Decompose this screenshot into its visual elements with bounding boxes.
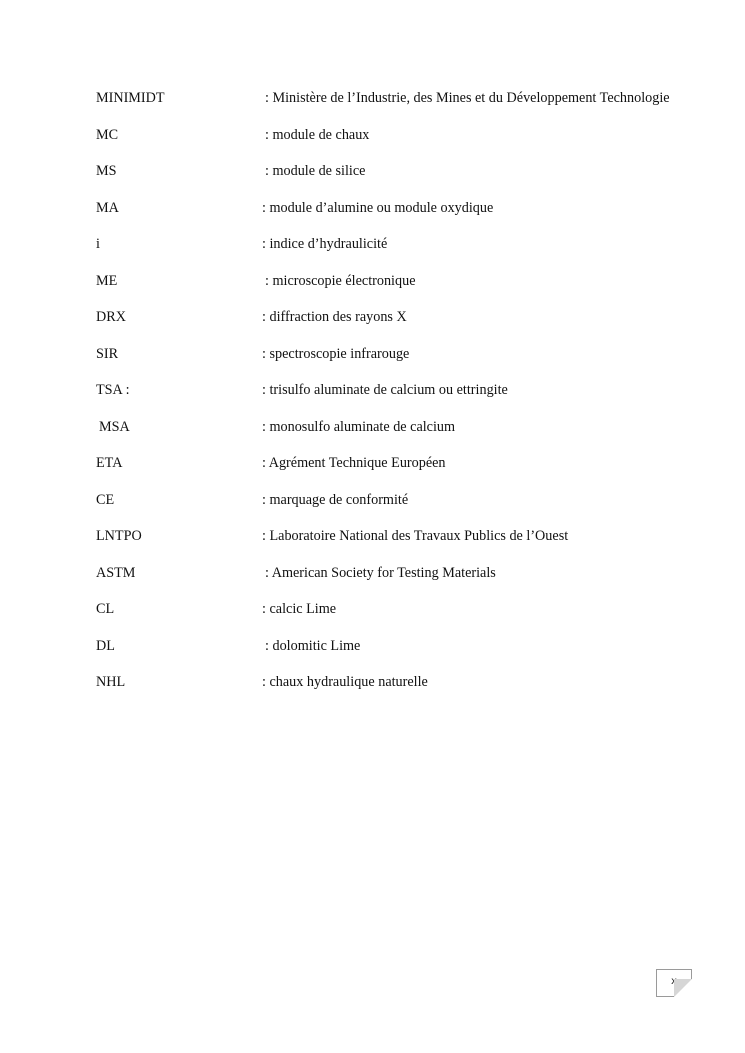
abbreviation-definition: : module de chaux [265,126,370,143]
page-number: x [671,976,677,987]
abbreviation-definition: : microscopie électronique [265,272,416,289]
abbreviation-row [96,453,716,490]
abbreviation-row [96,380,716,417]
page-number-box [656,969,692,997]
abbreviation-row [96,125,716,162]
abbreviation-definition: : monosulfo aluminate de calcium [262,418,456,435]
abbreviation-row [96,161,716,198]
abbreviation-term: MC [96,126,119,143]
abbreviation-term: i [96,236,100,252]
abbreviation-row [96,234,716,271]
abbreviation-term: MS [96,163,117,179]
abbreviation-term: ETA [96,455,123,471]
abbreviation-term: DL [96,637,115,654]
abbreviation-definition: : dolomitic Lime [265,637,361,654]
abbreviation-row [96,490,716,527]
abbreviation-definition: : American Society for Testing Materials [265,564,496,581]
abbreviation-definition: : trisulfo aluminate de calcium ou ettringite [262,382,508,398]
abbreviation-definition: : module d’alumine ou module oxydique [262,199,494,216]
abbreviation-row [96,636,716,673]
abbreviation-row [96,198,716,235]
abbreviation-row [96,344,716,381]
abbreviation-term: DRX [96,309,126,325]
abbreviation-term: SIR [96,345,119,362]
abbreviation-definition: : indice d’hydraulicité [262,236,388,252]
page-curl-icon [674,979,692,997]
abbreviation-term: LNTPO [96,528,142,544]
abbreviation-term: ME [96,272,118,289]
abbreviation-list [96,88,716,709]
abbreviation-row [96,563,716,600]
abbreviation-definition: : Laboratoire National des Travaux Publics de l’Ouest [262,528,569,544]
abbreviation-definition: : chaux hydraulique naturelle [262,674,428,690]
abbreviation-definition: : Agrément Technique Européen [262,455,446,471]
abbreviation-term: MSA [99,418,130,435]
abbreviation-definition: : spectroscopie infrarouge [262,345,410,362]
abbreviation-row [96,307,716,344]
abbreviation-row [96,271,716,308]
abbreviation-row [96,417,716,454]
abbreviation-term: CL [96,601,115,617]
abbreviation-term: NHL [96,674,126,690]
abbreviation-row [96,526,716,563]
abbreviation-term: MINIMIDT [96,90,165,106]
abbreviation-row [96,672,716,709]
abbreviation-definition: : marquage de conformité [262,491,409,508]
abbreviation-definition: : calcic Lime [262,601,337,617]
abbreviation-definition: : diffraction des rayons X [262,309,407,325]
abbreviation-row [96,88,716,125]
abbreviation-term: ASTM [96,564,136,581]
abbreviation-term: TSA : [96,382,130,398]
abbreviation-term: CE [96,491,115,508]
abbreviation-definition: : Ministère de l’Industrie, des Mines et du Développement Technologie [265,90,670,106]
abbreviation-row [96,599,716,636]
abbreviation-definition: : module de silice [265,163,366,179]
abbreviation-term: MA [96,199,119,216]
